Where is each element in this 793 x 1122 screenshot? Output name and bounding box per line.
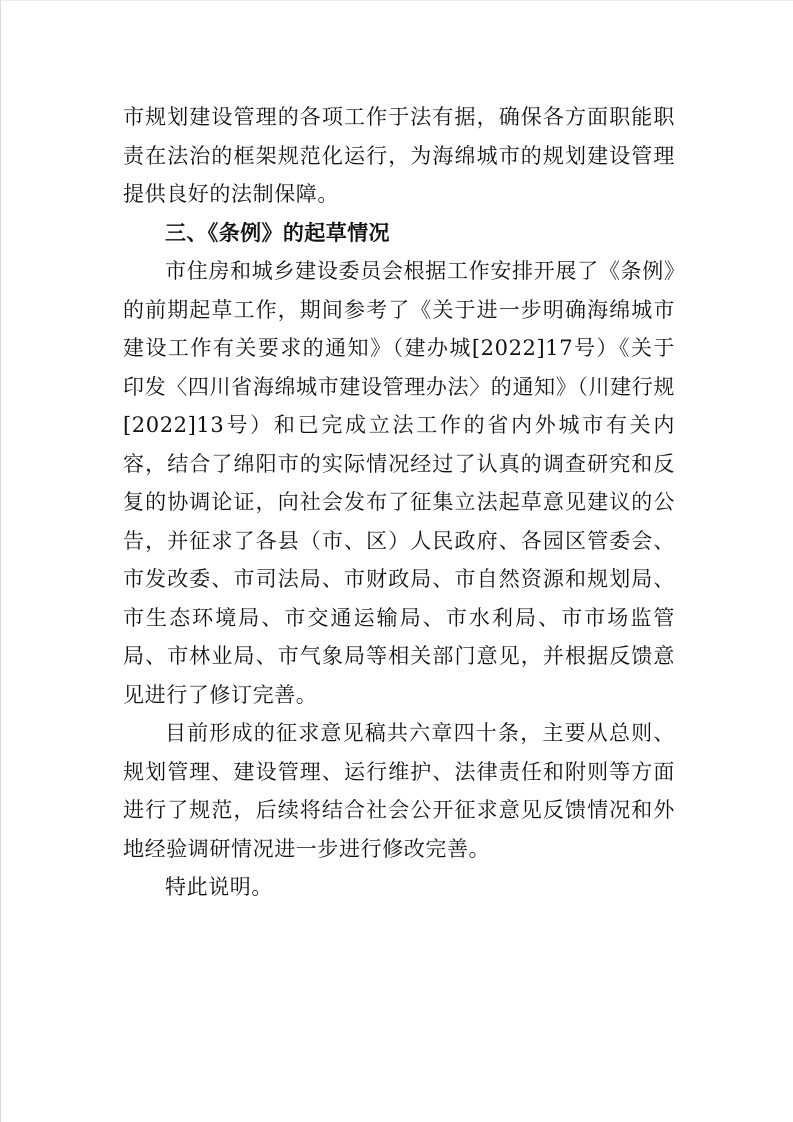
document-body (123, 98, 675, 907)
closing-statement: 特此说明。 (165, 875, 273, 899)
current-draft-paragraph: 目前形成的征求意见稿共六章四十条，主要从总则、规划管理、建设管理、运行维护、法律责任和附则等方面进行了规范，后续将结合社会公开征求意见反馈情况和外地经验调研情况进一步进行修改完善。 (123, 721, 675, 861)
continuation-paragraph: 市规划建设管理的各项工作于法有据，确保各方面职能职责在法治的框架规范化运行，为海绵城市的规划建设管理提供良好的法制保障。 (123, 105, 675, 206)
section-heading: 三、《条例》的起草情况 (165, 220, 390, 245)
drafting-paragraph: 市住房和城乡建设委员会根据工作安排开展了《条例》的前期起草工作，期间参考了《关于进一步明确海绵城市建设工作有关要求的通知》（建办城[2022]17号）《关于印发〈四川省海绵城市建设管理办法〉的通知》（川建行规[2022]13号）和已完成立法工作的省内外城市有关内容，结合了绵阳市的实际情况经过了认真的调查研究和反复的协调论证，向社会发布了征集立法起草意见建议的公告，并征求了各县（市、区）人民政府、各园区管委会、市发改委、市司法局、市财政局、市自然资源和规划局、市生态环境局、市交通运输局、市水利局、市市场监管局、市林业局、市气象局等相关部门意见，并根据反馈意见进行了修订完善。 (123, 259, 675, 707)
